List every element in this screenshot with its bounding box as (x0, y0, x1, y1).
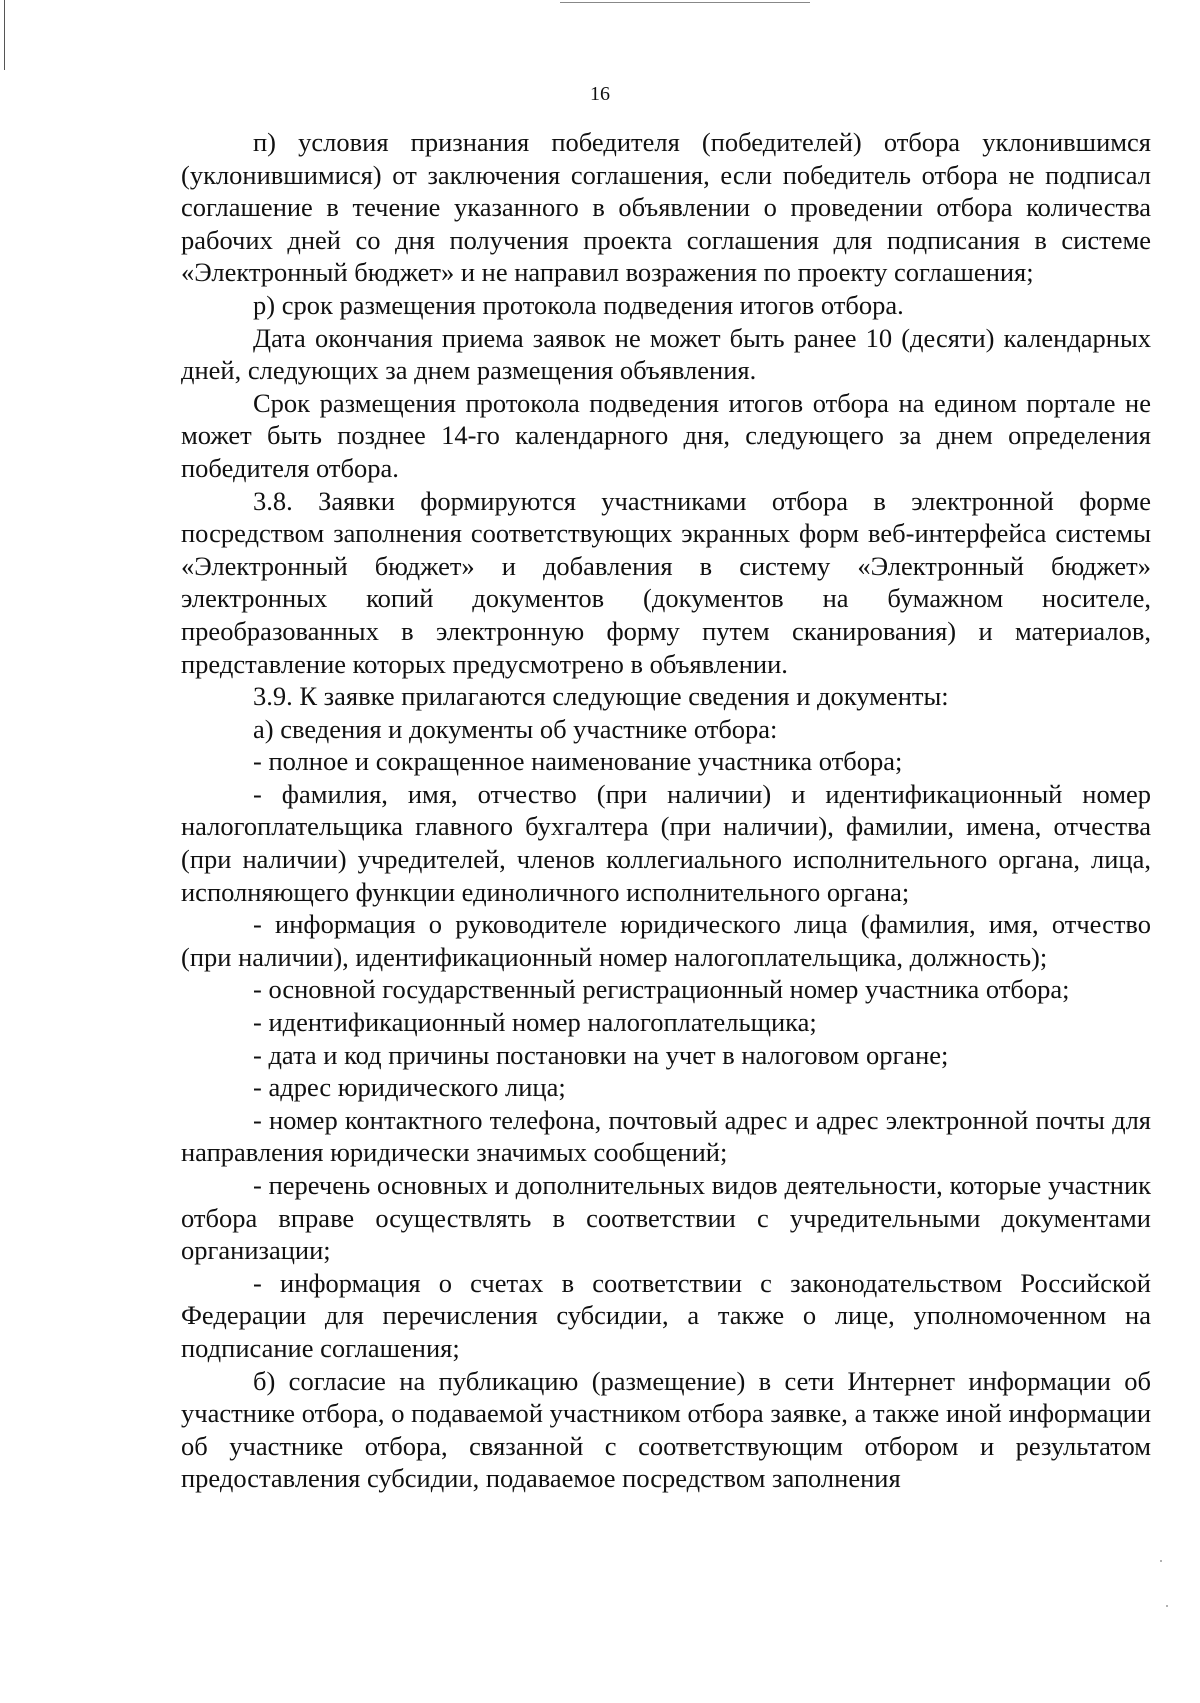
list-item-ogrn: - основной государственный регистрационный номер участника отбора; (253, 974, 1070, 1005)
list-item-inn: - идентификационный номер налогоплательщика; (253, 1007, 817, 1038)
scan-edge-line (4, 0, 5, 70)
scan-top-rule (560, 2, 810, 3)
list-item-accounts: - информация о счетах в соответствии с законодательством Российской Федерации для перечисления субсидии, а также о лице, уполномоченном на подписание соглашения; (181, 1267, 1151, 1363)
document-body (181, 126, 1151, 1495)
list-item-activities: - перечень основных и дополнительных видов деятельности, которые участник отбора вправе осуществлять в соответствии с учредительными документами организации; (181, 1170, 1151, 1266)
list-item-address: - адрес юридического лица; (253, 1072, 566, 1103)
list-item-contacts: - номер контактного телефона, почтовый адрес и адрес электронной почты для направления юридически значимых сообщений; (181, 1104, 1151, 1168)
paragraph-3-9: 3.9. К заявке прилагаются следующие сведения и документы: (253, 681, 949, 712)
scan-speck (1160, 1560, 1162, 1562)
paragraph-protocol-term: Срок размещения протокола подведения итогов отбора на едином портале не может быть позднее 14-го календарного дня, следующего за днем определения победителя отбора. (181, 387, 1151, 483)
list-item-name: - полное и сокращенное наименование участника отбора; (253, 746, 903, 777)
list-item-kpp: - дата и код причины постановки на учет в налоговом органе; (253, 1039, 949, 1070)
paragraph-item-a: а) сведения и документы об участнике отбора: (253, 713, 778, 744)
paragraph-3-8: 3.8. Заявки формируются участниками отбора в электронной форме посредством заполнения соответствующих экранных форм веб-интерфейса системы «Электронный бюджет» и добавления в систему «Электронный бюджет» электронных копий документов (документов на бумажном носителе, преобразованных в электронную форму путем сканирования) и материалов, представление которых предусмотрено в объявлении. (181, 485, 1151, 679)
list-item-head: - информация о руководителе юридического лица (фамилия, имя, отчество (при наличии), идентификационный номер налогоплательщика, должность); (181, 909, 1151, 972)
paragraph-item-b: б) согласие на публикацию (размещение) в сети Интернет информации об участнике отбора, о подаваемой участником отбора заявке, а также иной информации об участнике отбора, связанной с соответствующим отбором и результатом предоставления субсидии, подаваемое посредством заполнения (181, 1365, 1151, 1494)
list-item-accountant: - фамилия, имя, отчество (при наличии) и идентификационный номер налогоплательщика главного бухгалтера (при наличии), фамилии, имена, отчества (при наличии) учредителей, членов коллегиального исполнительного органа, лица, исполняющего функции единоличного исполнительного органа; (181, 778, 1151, 907)
scan-speck (1166, 1605, 1168, 1607)
paragraph-item-p: п) условия признания победителя (победителей) отбора уклонившимся (уклонившимися) от заключения соглашения, если победитель отбора не подписал соглашение в течение указанного в объявлении о проведении отбора количества рабочих дней со дня получения проекта соглашения для подписания в системе «Электронный бюджет» и не направил возражения по проекту соглашения; (181, 127, 1151, 288)
paragraph-item-r: р) срок размещения протокола подведения итогов отбора. (253, 289, 904, 320)
page-number: 16 (590, 83, 610, 105)
paragraph-deadline: Дата окончания приема заявок не может быть ранее 10 (десяти) календарных дней, следующих за днем размещения объявления. (181, 322, 1151, 386)
